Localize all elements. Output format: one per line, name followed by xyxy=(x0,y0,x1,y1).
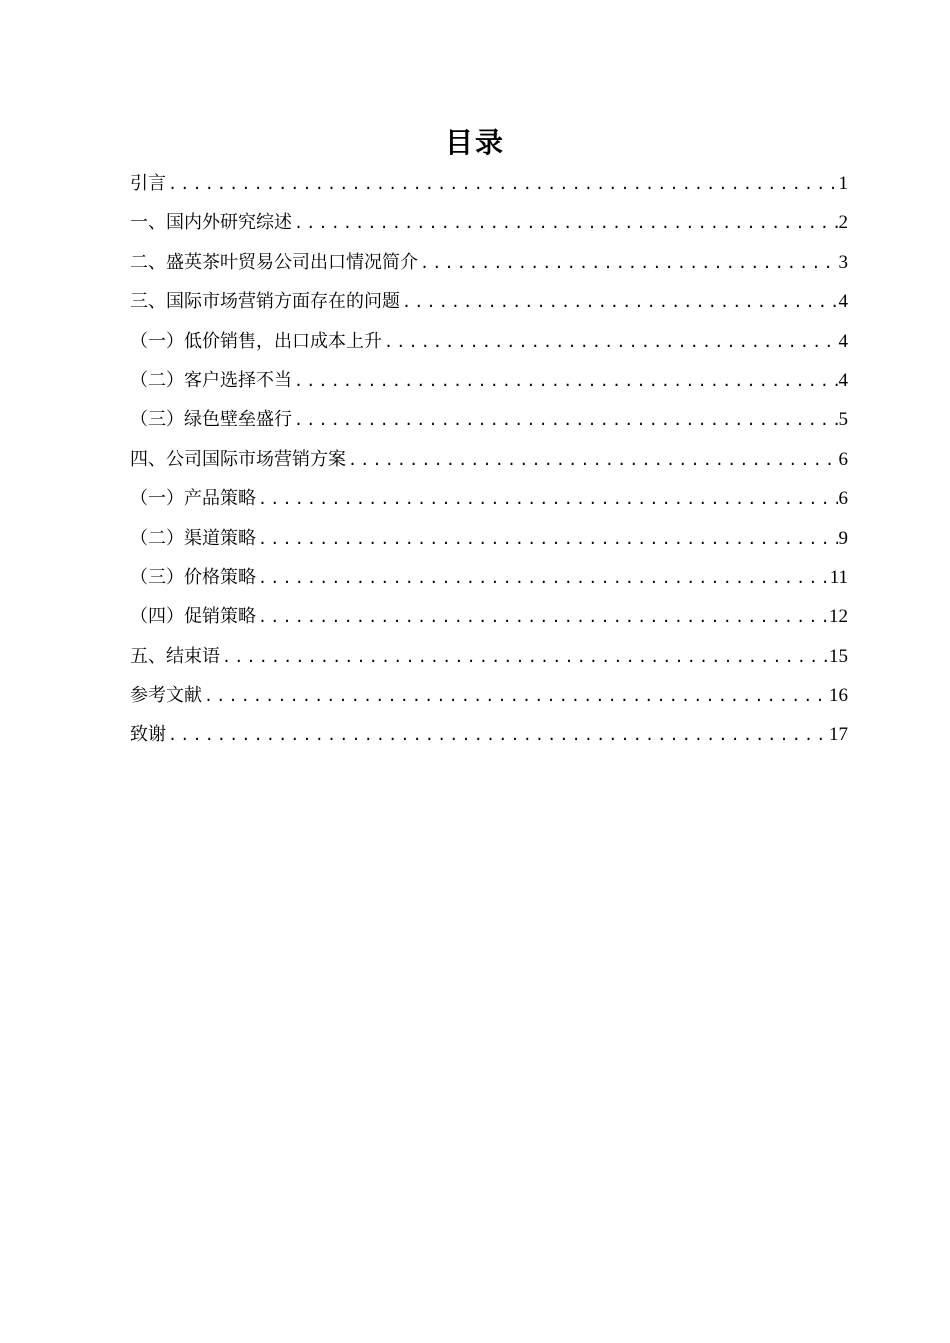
toc-entry-label: （一）低价销售，出口成本上升 xyxy=(130,330,382,352)
toc-page-number: 12 xyxy=(829,606,848,628)
toc-dot-leader xyxy=(204,682,828,710)
toc-page-number: 16 xyxy=(829,685,848,707)
toc-entry-section-4[interactable] xyxy=(130,446,848,485)
toc-entry-acknowledgements[interactable] xyxy=(130,721,848,760)
toc-entry-label: 致谢 xyxy=(130,724,166,746)
toc-page-number: 4 xyxy=(838,330,848,352)
toc-entry-label: 一、国内外研究综述 xyxy=(130,212,292,234)
toc-entry-label: 参考文献 xyxy=(130,685,202,707)
toc-entry-section-5[interactable] xyxy=(130,643,848,682)
toc-dot-leader xyxy=(348,446,838,474)
toc-entry-section-3-1[interactable] xyxy=(130,328,848,367)
toc-dot-leader xyxy=(258,603,828,631)
toc-page-number: 5 xyxy=(838,409,848,431)
toc-page-number: 1 xyxy=(838,173,848,194)
toc-entry-label: （二）渠道策略 xyxy=(130,527,256,549)
toc-dot-leader xyxy=(402,288,838,316)
toc-entry-label: 四、公司国际市场营销方案 xyxy=(130,448,346,470)
toc-entry-label: （四）促销策略 xyxy=(130,606,256,628)
toc-dot-leader xyxy=(222,643,828,671)
toc-page-number: 4 xyxy=(838,369,848,391)
toc-entry-section-4-3[interactable] xyxy=(130,564,848,603)
toc-dot-leader xyxy=(168,170,838,198)
toc-page-number: 6 xyxy=(838,488,848,510)
toc-page-number: 9 xyxy=(838,527,848,549)
toc-dot-leader xyxy=(258,564,829,592)
toc-dot-leader xyxy=(258,485,838,513)
toc-entry-section-3-3[interactable] xyxy=(130,406,848,445)
toc-dot-leader xyxy=(168,721,828,749)
toc-entry-label: 引言 xyxy=(130,173,166,194)
toc-dot-leader xyxy=(294,209,838,237)
toc-entry-label: 三、国际市场营销方面存在的问题 xyxy=(130,291,400,313)
toc-dot-leader xyxy=(384,328,838,356)
toc-entry-label: （三）绿色壁垒盛行 xyxy=(130,409,292,431)
toc-entry-section-4-2[interactable] xyxy=(130,525,848,564)
toc-entry-label: （二）客户选择不当 xyxy=(130,369,292,391)
toc-page-number: 3 xyxy=(838,251,848,273)
toc-entry-section-3[interactable] xyxy=(130,288,848,327)
toc-entry-introduction[interactable] xyxy=(130,170,848,209)
toc-entry-label: 五、结束语 xyxy=(130,645,220,667)
toc-page-number: 15 xyxy=(829,645,848,667)
toc-entry-section-1[interactable] xyxy=(130,209,848,248)
page-title: 目录 xyxy=(444,125,505,159)
toc-entry-label: （三）价格策略 xyxy=(130,566,256,588)
toc-entry-section-4-4[interactable] xyxy=(130,603,848,642)
toc-page-number: 2 xyxy=(838,212,848,234)
table-of-contents xyxy=(130,170,848,761)
toc-entry-label: （一）产品策略 xyxy=(130,488,256,510)
toc-page-number: 4 xyxy=(838,291,848,313)
toc-entry-references[interactable] xyxy=(130,682,848,721)
toc-page-number: 17 xyxy=(829,724,848,746)
toc-dot-leader xyxy=(294,406,838,434)
toc-dot-leader xyxy=(294,367,838,395)
toc-page-number: 11 xyxy=(829,566,848,588)
toc-entry-section-3-2[interactable] xyxy=(130,367,848,406)
toc-entry-section-4-1[interactable] xyxy=(130,485,848,524)
toc-entry-label: 二、盛英茶叶贸易公司出口情况简介 xyxy=(130,251,418,273)
toc-dot-leader xyxy=(258,525,838,553)
toc-page-number: 6 xyxy=(838,448,848,470)
toc-entry-section-2[interactable] xyxy=(130,249,848,288)
toc-dot-leader xyxy=(420,249,838,277)
